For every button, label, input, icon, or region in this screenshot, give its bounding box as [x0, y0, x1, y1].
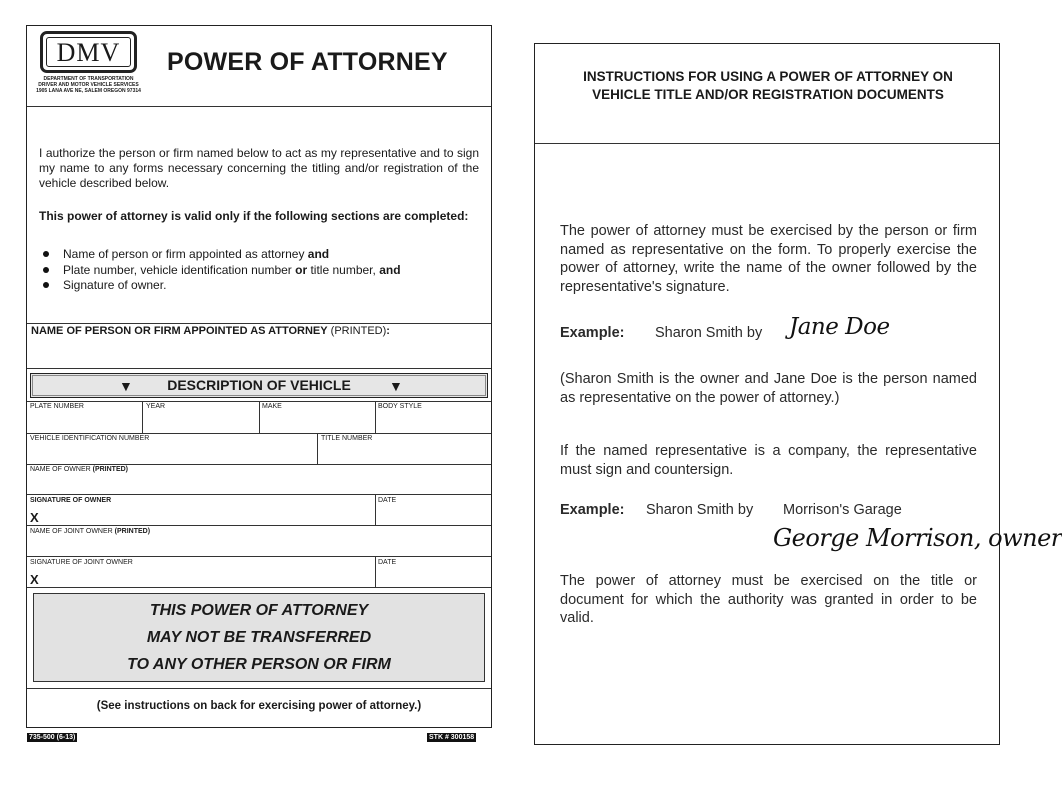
signature-x-mark: X	[30, 510, 39, 525]
list-item: Name of person or firm appointed as attorney and	[41, 247, 481, 263]
joint-owner-date-field[interactable]: DATE	[378, 559, 397, 566]
example-label: Example:	[560, 325, 625, 341]
signature-x-mark: X	[30, 572, 39, 587]
divider	[27, 464, 491, 465]
power-of-attorney-form	[26, 25, 492, 728]
make-field[interactable]: MAKE	[262, 403, 282, 410]
example-owner-text: Sharon Smith by	[646, 502, 754, 518]
attorney-name-field[interactable]: NAME OF PERSON OR FIRM APPOINTED AS ATTORNEY (PRINTED):	[31, 325, 390, 337]
see-instructions-note: (See instructions on back for exercising power of attorney.)	[96, 700, 422, 712]
owner-name-field[interactable]: NAME OF OWNER (PRINTED)	[30, 466, 129, 473]
example-signature: George Morrison, owner	[773, 524, 1062, 552]
divider	[27, 494, 491, 495]
divider	[27, 368, 491, 369]
stock-number: STK # 300158	[429, 734, 475, 741]
department-address: DEPARTMENT OF TRANSPORTATION DRIVER AND MOTOR VEHICLE SERVICES 1905 LANA AVE NE, SALEM OREGON 97314	[36, 76, 141, 94]
list-item: Plate number, vehicle identification number or title number, and	[41, 263, 481, 279]
bullet-icon	[43, 267, 49, 273]
instructions-header	[535, 44, 999, 144]
instructions-panel	[534, 43, 1062, 745]
example-owner-text: Sharon Smith by	[655, 325, 763, 341]
down-arrow-icon: ▼	[389, 378, 403, 394]
bullet-icon	[43, 282, 49, 288]
body-style-field[interactable]: BODY STYLE	[378, 403, 422, 410]
instructions-title: INSTRUCTIONS FOR USING A POWER OF ATTORNEY ON VEHICLE TITLE AND/OR REGISTRATION DOCUMENTS	[583, 69, 953, 102]
authorization-text: I authorize the person or firm named below to act as my representative and to sign my name to any forms necessary concerning the titling and/or registration of the vehicle described below.	[39, 146, 479, 190]
validity-notice: This power of attorney is valid only if the following sections are completed:	[39, 209, 469, 223]
form-code: 735-500 (6-13)	[29, 734, 76, 741]
form-header	[27, 26, 491, 107]
joint-owner-signature-field[interactable]: SIGNATURE OF JOINT OWNER	[30, 559, 133, 566]
example-signature: Jane Doe	[789, 314, 890, 340]
down-arrow-icon: ▼	[119, 378, 133, 394]
vehicle-description-header	[30, 373, 488, 398]
title-number-field[interactable]: TITLE NUMBER	[321, 435, 373, 442]
bullet-icon	[43, 251, 49, 257]
divider	[27, 433, 491, 434]
instruction-paragraph: The power of attorney must be exercised by the person or firm named as representative on the form. To properly exercise the power of attorney, write the name of the owner followed by the representative's signature.	[560, 223, 977, 295]
joint-owner-name-field[interactable]: NAME OF JOINT OWNER (PRINTED)	[30, 528, 151, 535]
divider	[27, 525, 491, 526]
instruction-paragraph: (Sharon Smith is the owner and Jane Doe is the person named as representative on the power of attorney.)	[560, 371, 977, 406]
example-company-text: Morrison's Garage	[783, 502, 902, 518]
instruction-paragraph: The power of attorney must be exercised on the title or document for which the authority was granted in order to be valid.	[560, 573, 977, 626]
dmv-logo: DMV	[40, 31, 137, 73]
transfer-warning-box: THIS POWER OF ATTORNEY MAY NOT BE TRANSFERRED TO ANY OTHER PERSON OR FIRM	[33, 593, 485, 682]
year-field[interactable]: YEAR	[146, 403, 166, 410]
example-label: Example:	[560, 502, 625, 518]
list-item: Signature of owner.	[41, 278, 481, 294]
instruction-paragraph: If the named representative is a company, the representative must sign and countersign.	[560, 443, 977, 478]
requirements-list	[41, 247, 481, 294]
owner-signature-field[interactable]: SIGNATURE OF OWNER	[30, 497, 112, 504]
divider	[27, 688, 491, 689]
owner-date-field[interactable]: DATE	[378, 497, 397, 504]
vehicle-description-title: DESCRIPTION OF VEHICLE	[167, 377, 351, 393]
form-title: POWER OF ATTORNEY	[167, 48, 448, 76]
plate-number-field[interactable]: PLATE NUMBER	[30, 403, 84, 410]
divider	[27, 556, 491, 557]
divider	[27, 323, 491, 324]
vin-field[interactable]: VEHICLE IDENTIFICATION NUMBER	[30, 435, 150, 442]
divider	[27, 587, 491, 588]
